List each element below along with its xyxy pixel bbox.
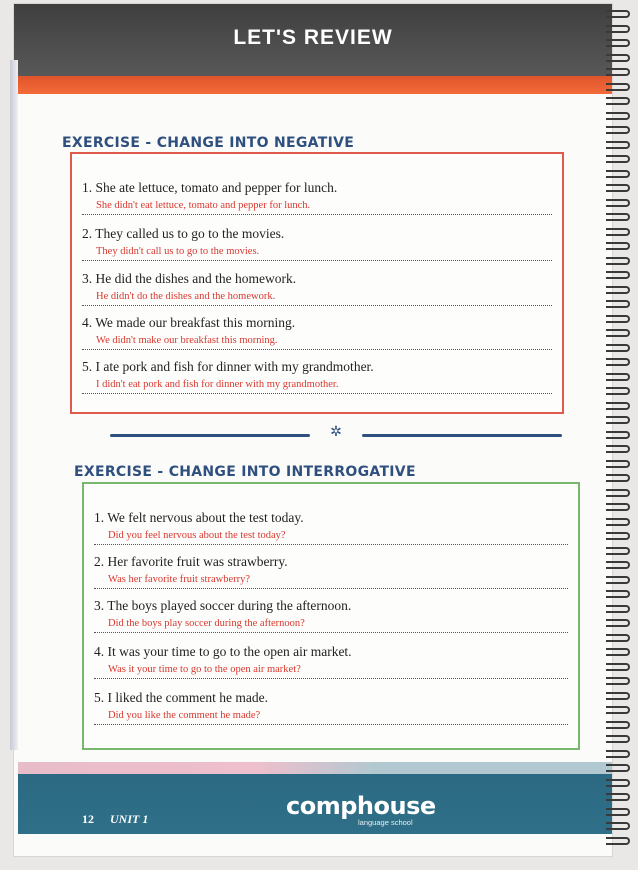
spiral-ring	[606, 300, 630, 308]
exercise-item	[94, 598, 568, 633]
spiral-binding	[606, 6, 632, 856]
question-text: 1. We felt nervous about the test today.	[94, 510, 304, 525]
spiral-ring	[606, 242, 630, 250]
spiral-ring	[606, 677, 630, 685]
spiral-ring	[606, 155, 630, 163]
spiral-ring	[606, 692, 630, 700]
spiral-ring	[606, 228, 630, 236]
answer-line: They didn't call us to go to the movies.	[82, 244, 552, 261]
answer-line: Was her favorite fruit strawberry?	[94, 572, 568, 589]
page-edge	[10, 60, 18, 750]
question-text: 3. He did the dishes and the homework.	[82, 271, 297, 286]
question-text: 1. She ate lettuce, tomato and pepper for lunch.	[82, 180, 338, 195]
spiral-ring	[606, 431, 630, 439]
spiral-ring	[606, 271, 630, 279]
spiral-ring	[606, 460, 630, 468]
spiral-ring	[606, 547, 630, 555]
spiral-ring	[606, 779, 630, 787]
question-text: 2. They called us to go to the movies.	[82, 226, 285, 241]
spiral-ring	[606, 735, 630, 743]
spiral-ring	[606, 721, 630, 729]
question-text: 2. Her favorite fruit was strawberry.	[94, 554, 288, 569]
separator-line-left	[110, 434, 310, 437]
snowflake-icon: ✲	[330, 424, 342, 440]
spiral-ring	[606, 837, 630, 845]
answer-line: We didn't make our breakfast this morning.	[82, 333, 552, 350]
spiral-ring	[606, 39, 630, 47]
answer-line: Did the boys play soccer during the afternoon?	[94, 616, 568, 633]
footer-accent	[18, 762, 612, 774]
spiral-ring	[606, 822, 630, 830]
answer-line: He didn't do the dishes and the homework.	[82, 289, 552, 306]
spiral-ring	[606, 199, 630, 207]
spiral-ring	[606, 141, 630, 149]
section-separator	[110, 424, 562, 440]
spiral-ring	[606, 663, 630, 671]
spiral-ring	[606, 793, 630, 801]
spiral-ring	[606, 10, 630, 18]
separator-line-right	[362, 434, 562, 437]
exercise-item	[94, 690, 568, 725]
exercise-item	[94, 644, 568, 679]
spiral-ring	[606, 373, 630, 381]
negative-exercise-box	[70, 152, 564, 414]
spiral-ring	[606, 184, 630, 192]
spiral-ring	[606, 619, 630, 627]
answer-line: She didn't eat lettuce, tomato and pepper for lunch.	[82, 198, 552, 215]
spiral-ring	[606, 518, 630, 526]
spiral-ring	[606, 576, 630, 584]
spiral-ring	[606, 764, 630, 772]
exercise-item	[82, 271, 552, 306]
spiral-ring	[606, 68, 630, 76]
spiral-ring	[606, 561, 630, 569]
spiral-ring	[606, 445, 630, 453]
exercise-item	[82, 315, 552, 350]
exercise-item	[82, 359, 552, 394]
brand-logo: comphouse	[286, 792, 436, 820]
brand-tagline: language school	[358, 818, 413, 827]
answer-line: Did you like the comment he made?	[94, 708, 568, 725]
spiral-ring	[606, 286, 630, 294]
spiral-ring	[606, 474, 630, 482]
exercise-item	[82, 180, 552, 215]
spiral-ring	[606, 257, 630, 265]
interrogative-exercise-box	[82, 482, 580, 750]
spiral-ring	[606, 329, 630, 337]
spiral-ring	[606, 358, 630, 366]
question-text: 5. I ate pork and fish for dinner with my grandmother.	[82, 359, 374, 374]
spiral-ring	[606, 605, 630, 613]
question-text: 5. I liked the comment he made.	[94, 690, 268, 705]
page-title: LET'S REVIEW	[233, 26, 393, 49]
negative-exercise-title: EXERCISE - CHANGE INTO NEGATIVE	[62, 135, 355, 151]
spiral-ring	[606, 706, 630, 714]
spiral-ring	[606, 315, 630, 323]
spiral-ring	[606, 213, 630, 221]
header-accent-stripe	[14, 76, 612, 94]
spiral-ring	[606, 489, 630, 497]
unit-label: UNIT 1	[110, 812, 149, 826]
page-header	[14, 4, 612, 76]
workbook-page	[14, 4, 612, 856]
spiral-ring	[606, 387, 630, 395]
spiral-ring	[606, 808, 630, 816]
spiral-ring	[606, 402, 630, 410]
question-text: 4. We made our breakfast this morning.	[82, 315, 296, 330]
page-number: 12	[82, 812, 94, 826]
answer-line: I didn't eat pork and fish for dinner with my grandmother.	[82, 377, 552, 394]
exercise-item	[94, 554, 568, 589]
spiral-ring	[606, 170, 630, 178]
answer-line: Was it your time to go to the open air market?	[94, 662, 568, 679]
spiral-ring	[606, 503, 630, 511]
spiral-ring	[606, 25, 630, 33]
question-text: 4. It was your time to go to the open air market.	[94, 644, 352, 659]
spiral-ring	[606, 97, 630, 105]
spiral-ring	[606, 634, 630, 642]
page-footer	[18, 774, 612, 834]
question-text: 3. The boys played soccer during the afternoon.	[94, 598, 352, 613]
spiral-ring	[606, 416, 630, 424]
answer-line: Did you feel nervous about the test today?	[94, 528, 568, 545]
spiral-ring	[606, 54, 630, 62]
spiral-ring	[606, 126, 630, 134]
spiral-ring	[606, 750, 630, 758]
spiral-ring	[606, 83, 630, 91]
spiral-ring	[606, 112, 630, 120]
spiral-ring	[606, 532, 630, 540]
exercise-item	[94, 510, 568, 545]
interrogative-exercise-title: EXERCISE - CHANGE INTO INTERROGATIVE	[74, 464, 416, 480]
spiral-ring	[606, 648, 630, 656]
spiral-ring	[606, 344, 630, 352]
spiral-ring	[606, 590, 630, 598]
exercise-item	[82, 226, 552, 261]
